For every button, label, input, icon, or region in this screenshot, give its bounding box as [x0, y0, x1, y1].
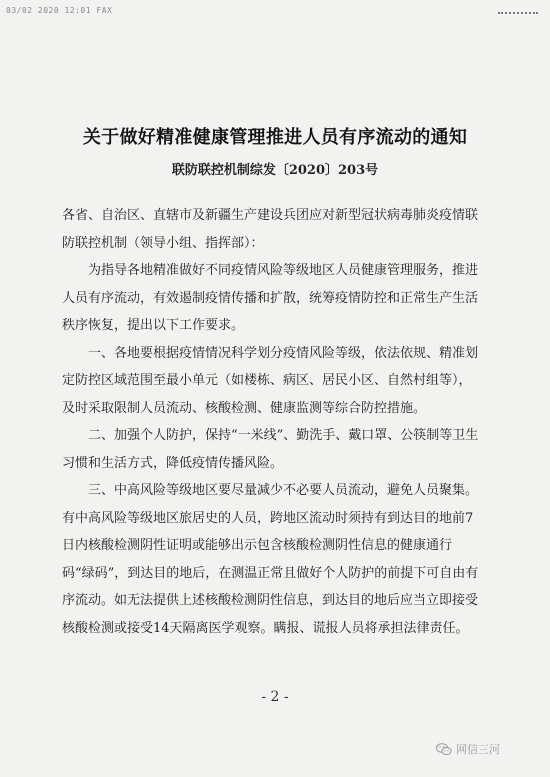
document-body — [62, 202, 482, 642]
section-3-paragraph: 三、中高风险等级地区要尽量减少不必要人员流动，避免人员聚集。有中高风险等级地区旅居史的人员，跨地区流动时须持有到达目的地前7日内核酸检测阴性证明或能够出示包含核酸检测阴性信息的健康通行码“绿码”，到达目的地后，在测温正常且做好个人防护的前提下可自由有序流动。如无法提供上述核酸检测阴性信息，到达目的地后应当立即接受核酸检测或接受14天隔离医学观察。瞒报、谎报人员将承担法律责任。 — [62, 483, 479, 636]
section-2-paragraph: 二、加强个人防护，保持“一米线”、勤洗手、戴口罩、公筷制等卫生习惯和生活方式，降低疫情传播风险。 — [62, 428, 479, 471]
page-number: - 2 - — [261, 689, 289, 705]
watermark-text: 网信三河 — [456, 743, 500, 756]
intro-paragraph: 为指导各地精准做好不同疫情风险等级地区人员健康管理服务，推进人员有序流动，有效遏制疫情传播和扩散，统筹疫情防控和正常生产生活秩序恢复，提出以下工作要求。 — [62, 263, 479, 333]
document-title: 关于做好精准健康管理推进人员有序流动的通知 — [82, 127, 468, 148]
section-1-paragraph: 一、各地要根据疫情情况科学划分疫情风险等级，依法依规、精准划定防控区域范围至最小单元（如楼栋、病区、居民小区、自然村组等），及时采取限制人员流动、核酸检测、健康监测等综合防控措施。 — [62, 345, 479, 416]
addressee-paragraph: 各省、自治区、直辖市及新疆生产建设兵团应对新型冠状病毒肺炎疫情联防联控机制（领导小组、指挥部）： — [62, 208, 479, 251]
fax-header: 03/02 2020 12:01 FAX — [6, 6, 113, 15]
document-number: 联防联控机制综发〔2020〕203号 — [171, 163, 379, 178]
watermark — [436, 741, 500, 757]
fax-mark — [498, 4, 538, 14]
wechat-icon — [436, 743, 452, 756]
